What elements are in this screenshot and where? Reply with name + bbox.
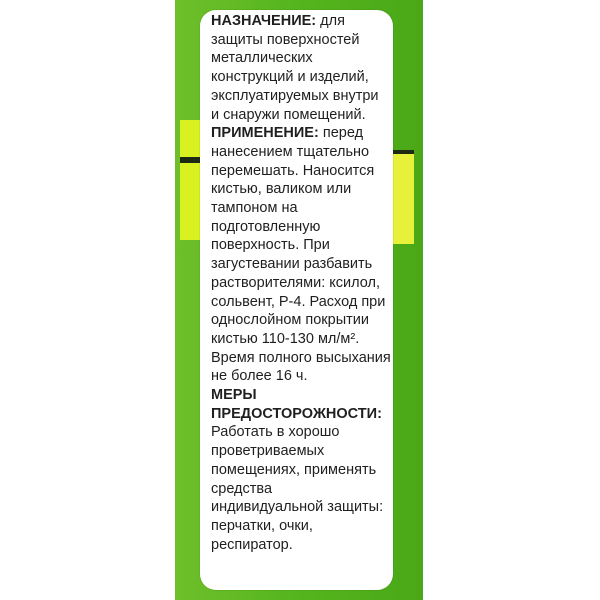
dark-stripe-left — [180, 157, 202, 163]
application-line: тампоном на — [211, 200, 298, 217]
safety-line: проветриваемых — [211, 443, 325, 460]
safety-heading-2: ПРЕДОСТОРОЖНОСТИ: — [211, 405, 382, 422]
application-line: однослойном покрытии — [211, 312, 369, 329]
instructions-text — [211, 12, 391, 554]
safety-heading-line-1 — [211, 386, 391, 405]
application-line: перемешать. Наносится — [211, 162, 375, 179]
application-line: сольвент, Р-4. Расход при — [211, 293, 386, 310]
safety-line: индивидуальной защиты: — [211, 499, 384, 516]
purpose-heading: НАЗНАЧЕНИЕ: — [211, 13, 317, 29]
purpose-line: металлических — [211, 50, 313, 67]
application-line: Время полного высыхания — [211, 349, 391, 366]
purpose-line: защиты поверхностей — [211, 31, 360, 48]
safety-heading-line-2 — [211, 405, 391, 424]
safety-line: средства — [211, 480, 273, 497]
dark-stripe-right — [392, 150, 414, 154]
safety-line: перчатки, очки, — [211, 517, 313, 534]
application-first-line — [211, 124, 391, 143]
application-line: кистью 110-130 мл/м². — [211, 330, 360, 347]
purpose-line: эксплуатируемых внутри — [211, 87, 379, 104]
yellow-stripe-left — [180, 120, 202, 240]
purpose-first-line — [211, 12, 391, 31]
purpose-line: конструкций и изделий, — [211, 69, 369, 86]
application-line: загустевании разбавить — [211, 256, 373, 273]
application-heading: ПРИМЕНЕНИЕ: — [211, 125, 319, 142]
application-line: нанесением тщательно — [211, 143, 370, 160]
application-line: поверхность. При — [211, 237, 330, 254]
yellow-stripe-right — [392, 152, 414, 244]
safety-heading-1: МЕРЫ — [211, 387, 257, 404]
application-line: подготовленную — [211, 218, 321, 235]
safety-line: Работать в хорошо — [211, 424, 340, 441]
application-line: перед — [322, 125, 364, 142]
safety-line: респиратор. — [211, 536, 293, 553]
purpose-line: для — [320, 13, 345, 29]
safety-line: помещениях, применять — [211, 461, 377, 478]
application-line: кистью, валиком или — [211, 181, 352, 198]
application-line: растворителями: ксилол, — [211, 274, 381, 291]
purpose-line: и снаружи помещений. — [211, 106, 366, 123]
application-line: не более 16 ч. — [211, 368, 308, 385]
